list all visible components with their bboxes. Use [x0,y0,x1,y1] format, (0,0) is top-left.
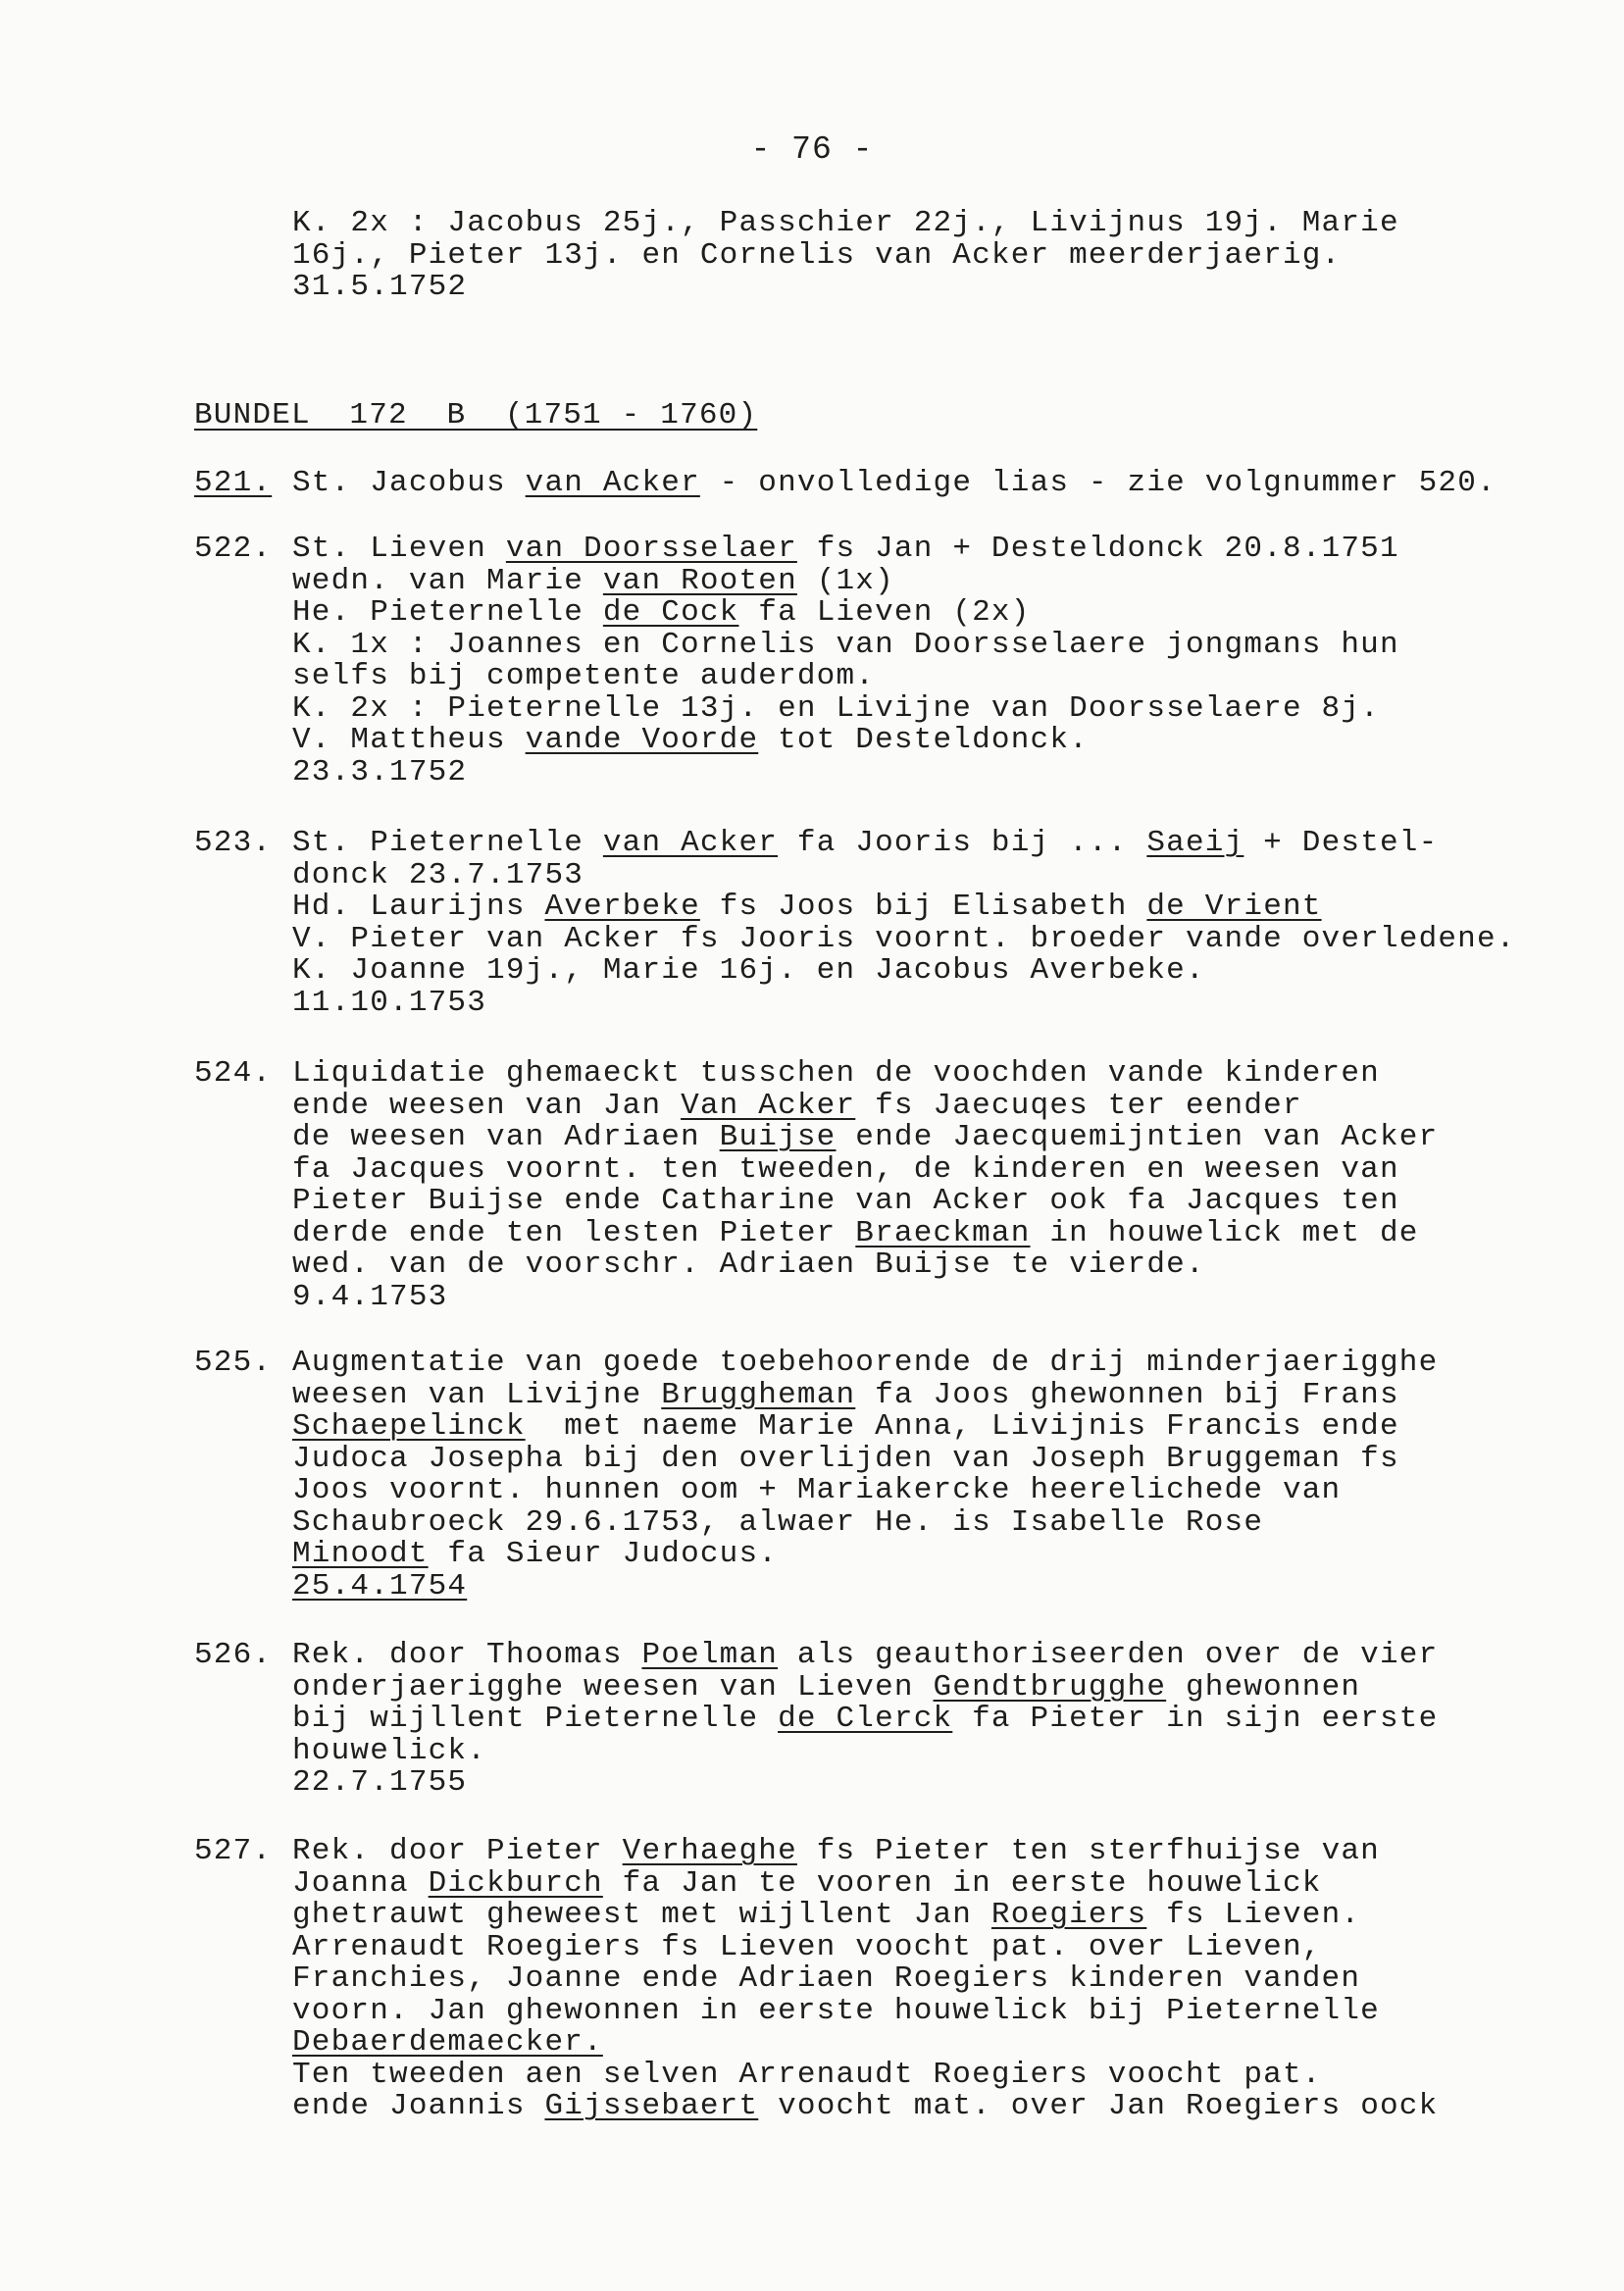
entry-line [194,2057,1548,2092]
entry-number: 522. [194,532,273,566]
entry-text: fa Pieter in sijn eerste [952,1702,1439,1736]
entry-line [194,1279,1548,1314]
underlined-name: Schaepelinck [292,1409,526,1444]
entry-line [194,1249,1548,1282]
entry-text: wed. van de voorschr. Adriaen Buijse te vierde. [292,1247,1205,1282]
entry-number: 524. [194,1056,273,1091]
underlined-name: van Rooten [602,563,797,598]
entry-line [194,1865,1548,1901]
entry-text: als geauthoriseerden over de vier [778,1638,1439,1672]
entry-text: K. Joanne 19j., Marie 16j. en Jacobus Averbeke. [292,953,1205,988]
entry-text: Schaubroeck 29.6.1753, alwaer He. is Isabelle Rose [292,1504,1264,1540]
entry-line [194,1900,1548,1932]
entry-line [194,1411,1548,1444]
entry-523 [194,828,1548,1019]
underlined-name: Averbeke [544,890,700,924]
entry-text: Pieter Buijse ende Catharine van Acker ook fa Jacques ten [292,1184,1399,1218]
entry-526 [194,1640,1548,1800]
entry-text: ghewonnen [1166,1669,1361,1705]
entry-line [194,1186,1548,1218]
entry-text: Hd. Laurijns [292,890,545,924]
entry-text: Joos voornt. hunnen oom + Mariakercke heerelichede van [292,1473,1342,1507]
entry-text: Joanna [292,1865,429,1901]
entry-text: 9.4.1753 [292,1279,448,1314]
entry-521 [194,468,1548,500]
entry-line [194,1767,1548,1800]
entry-line [194,1640,1548,1672]
entry-line [194,891,1548,924]
entry-line [194,1122,1548,1154]
underlined-name: Buijse [719,1120,837,1154]
intro-line: 16j., Pieter 13j. en Cornelis van Acker meerderjaerig. [292,237,1342,273]
entry-text: K. 2x : Pieternelle 13j. en Livijne van Doorsselaere 8j. [292,690,1380,726]
entry-text: fa Lieven (2x) [738,595,1031,630]
entry-line [194,661,1548,693]
entry-number: 523. [194,826,273,860]
underlined-name: Gendtbrugghe [933,1669,1167,1705]
entry-525 [194,1348,1548,1603]
entry-line [194,1929,1548,1964]
underlined-name: de Cock [602,595,739,630]
intro-line: 31.5.1752 [292,270,468,304]
underlined-name: Gijssebaert [544,2089,759,2123]
entry-text: onderjaerigghe weesen van Lieven [292,1669,934,1705]
entry-line [194,1669,1548,1705]
entry-text: St. Lieven [292,532,506,566]
entry-line [194,1151,1548,1187]
entry-text: derde ende ten lesten Pieter [292,1215,856,1250]
entry-text: fs Jaecuqes ter eender [855,1088,1302,1123]
entry-text: fa Joos ghewonnen bij Frans [855,1377,1399,1412]
underlined-name: van Doorsselaer [505,532,797,566]
underlined-name: Braeckman [855,1215,1031,1250]
entry-line [194,690,1548,726]
entry-text: tot Desteldonck. [758,723,1089,757]
entry-line [194,468,1548,500]
entry-line [194,1088,1548,1123]
entry-number: 521. [194,466,273,500]
entry-text: V. Mattheus [292,723,526,757]
entry-text: ghetrauwt gheweest met wijllent Jan [292,1898,991,1932]
underlined-name: 25.4.1754 [292,1568,468,1604]
entry-text: Rek. door Pieter [292,1834,623,1868]
entry-text: fs Jan + Desteldonck 20.8.1751 [796,532,1399,566]
entry-text: wedn. van Marie [292,563,603,598]
intro-block [194,208,1548,304]
entry-text: houwelick. [292,1733,487,1768]
entry-text: Liquidatie ghemaeckt tusschen de voochden vande kinderen [292,1056,1380,1091]
entry-line [194,563,1548,598]
entry-line [194,1836,1548,1868]
entry-text: fs Lieven. [1146,1898,1361,1932]
entry-text: He. Pieternelle [292,595,603,630]
entry-text: St. Jacobus [292,466,526,500]
entry-line [194,1504,1548,1540]
underlined-name: Bruggheman [661,1377,856,1412]
entry-line [194,2091,1548,2123]
entry-line [194,921,1548,956]
entry-text: K. 1x : Joannes en Cornelis van Doorsselaere jongmans hun [292,627,1399,662]
entry-text: (1x) [796,563,894,598]
page-number: - 76 - [750,131,874,168]
underlined-name: Saeij [1146,826,1244,860]
entry-text: Judoca Josepha bij den overlijden van Joseph Bruggeman fs [292,1441,1399,1476]
underlined-name: Debaerdemaecker. [292,2025,603,2060]
bundel-heading: BUNDEL 172 B (1751 - 1760) [194,398,758,433]
underlined-name: de Clerck [778,1702,953,1736]
entry-line [194,725,1548,757]
underlined-name: Dickburch [428,1865,603,1901]
entry-line [194,828,1548,860]
entry-522 [194,534,1548,789]
entry-line [194,985,1548,1020]
entry-line [194,1733,1548,1768]
underlined-name: van Acker [602,826,779,860]
entry-text: 23.3.1752 [292,754,468,789]
entry-line [194,1568,1548,1604]
entry-text: 22.7.1755 [292,1765,468,1800]
underlined-name: Minoodt [292,1537,429,1571]
entry-text: voocht mat. over Jan Roegiers oock [758,2089,1439,2123]
entry-524 [194,1058,1548,1313]
entry-text: met naeme Marie Anna, Livijnis Francis ende [525,1409,1399,1444]
entry-text: bij wijllent Pieternelle [292,1702,779,1736]
entry-line [194,1704,1548,1736]
underlined-name: van Acker [525,466,700,500]
entry-text: ende Jaecquemijntien van Acker [836,1120,1439,1154]
entry-line [194,1348,1548,1380]
entry-line [194,2027,1548,2060]
entry-line [194,597,1548,630]
entry-line [194,857,1548,892]
entry-line [194,1963,1548,1996]
entry-text: de weesen van Adriaen [292,1120,720,1154]
entry-text: + Destel- [1243,826,1439,860]
underlined-name: Van Acker [681,1088,856,1123]
underlined-name: Poelman [641,1638,779,1672]
entry-line [194,1058,1548,1091]
entry-text: fa Jooris bij ... [778,826,1147,860]
entry-text: fs Pieter ten sterfhuijse van [796,1834,1380,1868]
entry-text: Ten tweeden aen selven Arrenaudt Roegiers voocht pat. [292,2057,1322,2092]
underlined-name: Verhaeghe [622,1834,797,1868]
entry-text: in houwelick met de [1030,1215,1419,1250]
entry-text: donck 23.7.1753 [292,857,584,892]
entry-line [194,1475,1548,1507]
entry-text: Augmentatie van goede toebehoorende de drij minderjaerigghe [292,1346,1439,1380]
entry-text: selfs bij competente auderdom. [292,659,876,693]
underlined-name: de Vrient [1146,890,1322,924]
entry-number: 527. [194,1834,273,1868]
entry-line [194,627,1548,662]
entry-line [194,1377,1548,1412]
entry-line [194,955,1548,988]
entry-text: ende weesen van Jan [292,1088,682,1123]
underlined-name: Roegiers [990,1898,1147,1932]
entry-text: St. Pieternelle [292,826,603,860]
intro-line: K. 2x : Jacobus 25j., Passchier 22j., Livijnus 19j. Marie [292,206,1399,240]
entry-text: fa Sieur Judocus. [428,1537,779,1571]
entry-line [194,534,1548,566]
entry-text: fa Jacques voornt. ten tweeden, de kinderen en weesen van [292,1151,1399,1187]
entry-text: fa Jan te vooren in eerste houwelick [602,1865,1322,1901]
entry-527 [194,1836,1548,2123]
entry-line [194,1539,1548,1571]
entry-line [194,1215,1548,1250]
entry-text: weesen van Livijne [292,1377,662,1412]
entry-text: V. Pieter van Acker fs Jooris voornt. broeder vande overledene. [292,921,1516,956]
entry-line [194,1993,1548,2028]
entry-number: 525. [194,1346,273,1380]
underlined-name: vande Voorde [525,723,759,757]
entry-line [194,1441,1548,1476]
entry-text: voorn. Jan ghewonnen in eerste houwelick bij Pieternelle [292,1993,1380,2028]
entry-text: Arrenaudt Roegiers fs Lieven voocht pat. over Lieven, [292,1929,1322,1964]
entry-text: - onvolledige lias - zie volgnummer 520. [699,466,1497,500]
entry-number: 526. [194,1638,273,1672]
entry-text: Franchies, Joanne ende Adriaen Roegiers kinderen vanden [292,1961,1361,1996]
entry-text: 11.10.1753 [292,985,487,1020]
entry-text: Rek. door Thoomas [292,1638,642,1672]
entry-text: fs Joos bij Elisabeth [699,890,1147,924]
entry-line [194,754,1548,789]
entry-text: ende Joannis [292,2089,545,2123]
